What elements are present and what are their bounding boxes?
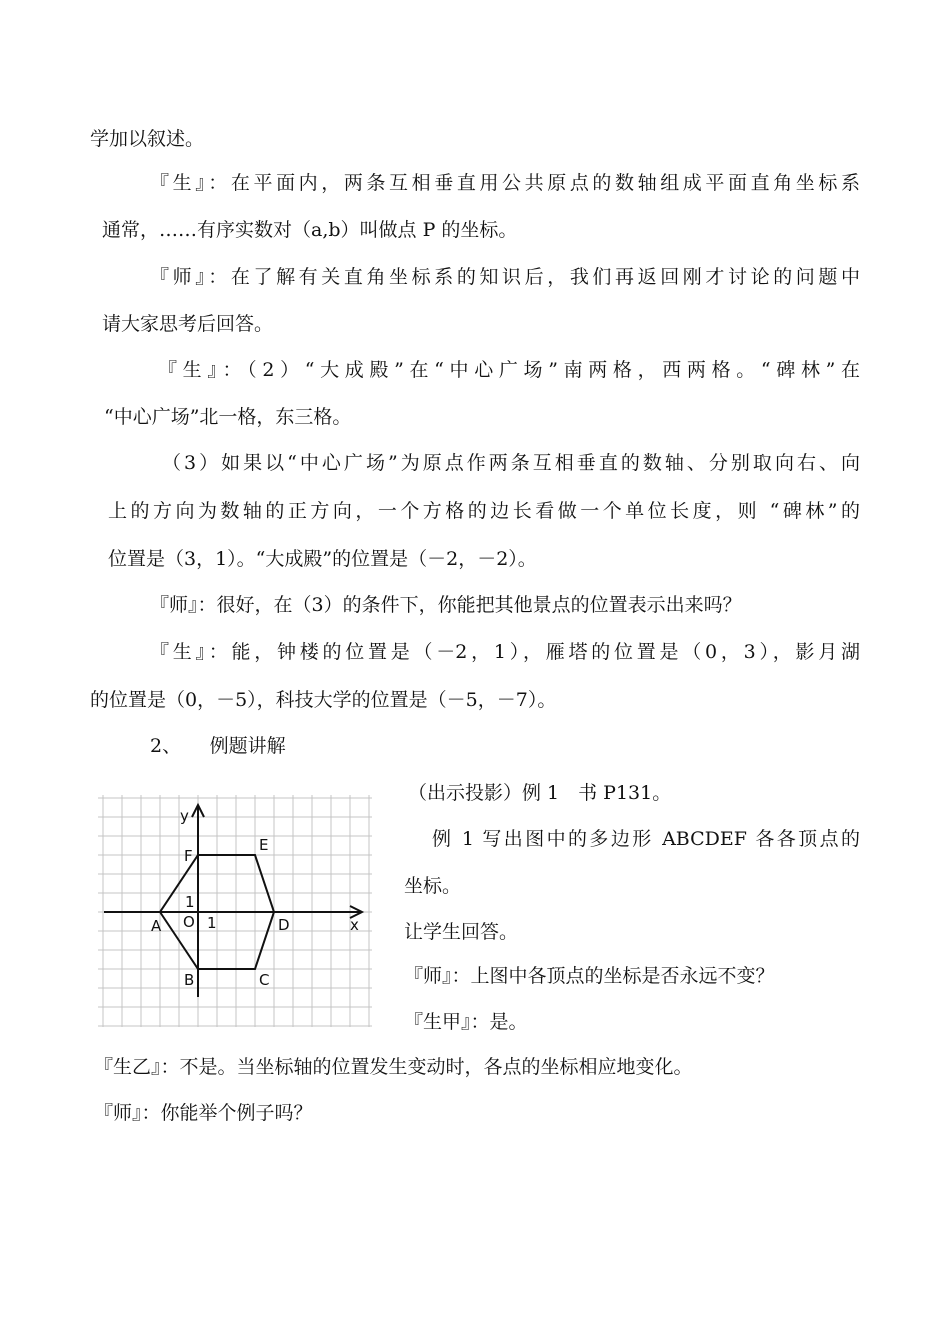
coordinate-figure [98,795,372,1027]
text-line: 例 1 写出图中的多边形 ABCDEF 各各顶点的 [432,828,860,850]
vertex-label-b: B [184,971,195,989]
text-line: 请大家思考后回答。 [102,313,274,335]
x-axis-label: x [350,916,359,934]
text-line: 『师』：上图中各顶点的坐标是否永远不变？ [404,965,775,987]
text-line: “中心广场”北一格，东三格。 [104,406,352,428]
text-line: 『生乙』：不是。当坐标轴的位置发生变动时，各点的坐标相应地变化。 [94,1056,693,1078]
text-line: 位置是（3，1）。“大成殿”的位置是（－2，－2）。 [108,548,537,570]
text-line: （出示投影）例 1 书 P131。 [408,782,672,804]
text-line: 『生甲』：是。 [404,1011,528,1033]
text-line: 上的方向为数轴的正方向，一个方格的边长看做一个单位长度，则 “碑林”的 [108,500,860,522]
vertex-label-d: D [278,916,290,934]
y-tick-label: 1 [185,893,195,911]
vertex-label-e: E [259,836,269,854]
vertex-label-c: C [259,971,270,989]
text-line: 『师』：在了解有关直角坐标系的知识后，我们再返回刚才讨论的问题中 [150,266,860,288]
vertex-label-a: A [151,917,162,935]
x-tick-label: 1 [207,914,217,932]
section-heading: 2、 例题讲解 [150,735,286,757]
text-line: （3）如果以“中心广场”为原点作两条互相垂直的数轴、分别取向右、向 [162,452,860,474]
text-line: 让学生回答。 [404,921,519,943]
text-line: 『生』：能，钟楼的位置是（－2，1），雁塔的位置是（0，3），影月湖 [150,641,860,663]
vertex-label-f: F [184,847,193,865]
text-line: 『生』：在平面内，两条互相垂直用公共原点的数轴组成平面直角坐标系 [150,172,860,194]
origin-label: O [183,913,195,931]
text-line: 学加以叙述。 [90,128,205,150]
text-line: 『师』：很好，在（3）的条件下，你能把其他景点的位置表示出来吗？ [150,594,742,616]
y-axis-label: y [180,807,189,825]
text-line: 『师』：你能举个例子吗？ [94,1102,313,1124]
text-line: 的位置是（0，－5），科技大学的位置是（－5，－7）。 [90,689,557,711]
text-line: 坐标。 [404,875,462,897]
text-line: 通常，……有序实数对（a,b）叫做点 P 的坐标。 [102,219,518,241]
text-line: 『生』：（2）“大成殿”在“中心广场”南两格，西两格。“碑林”在 [158,359,860,381]
